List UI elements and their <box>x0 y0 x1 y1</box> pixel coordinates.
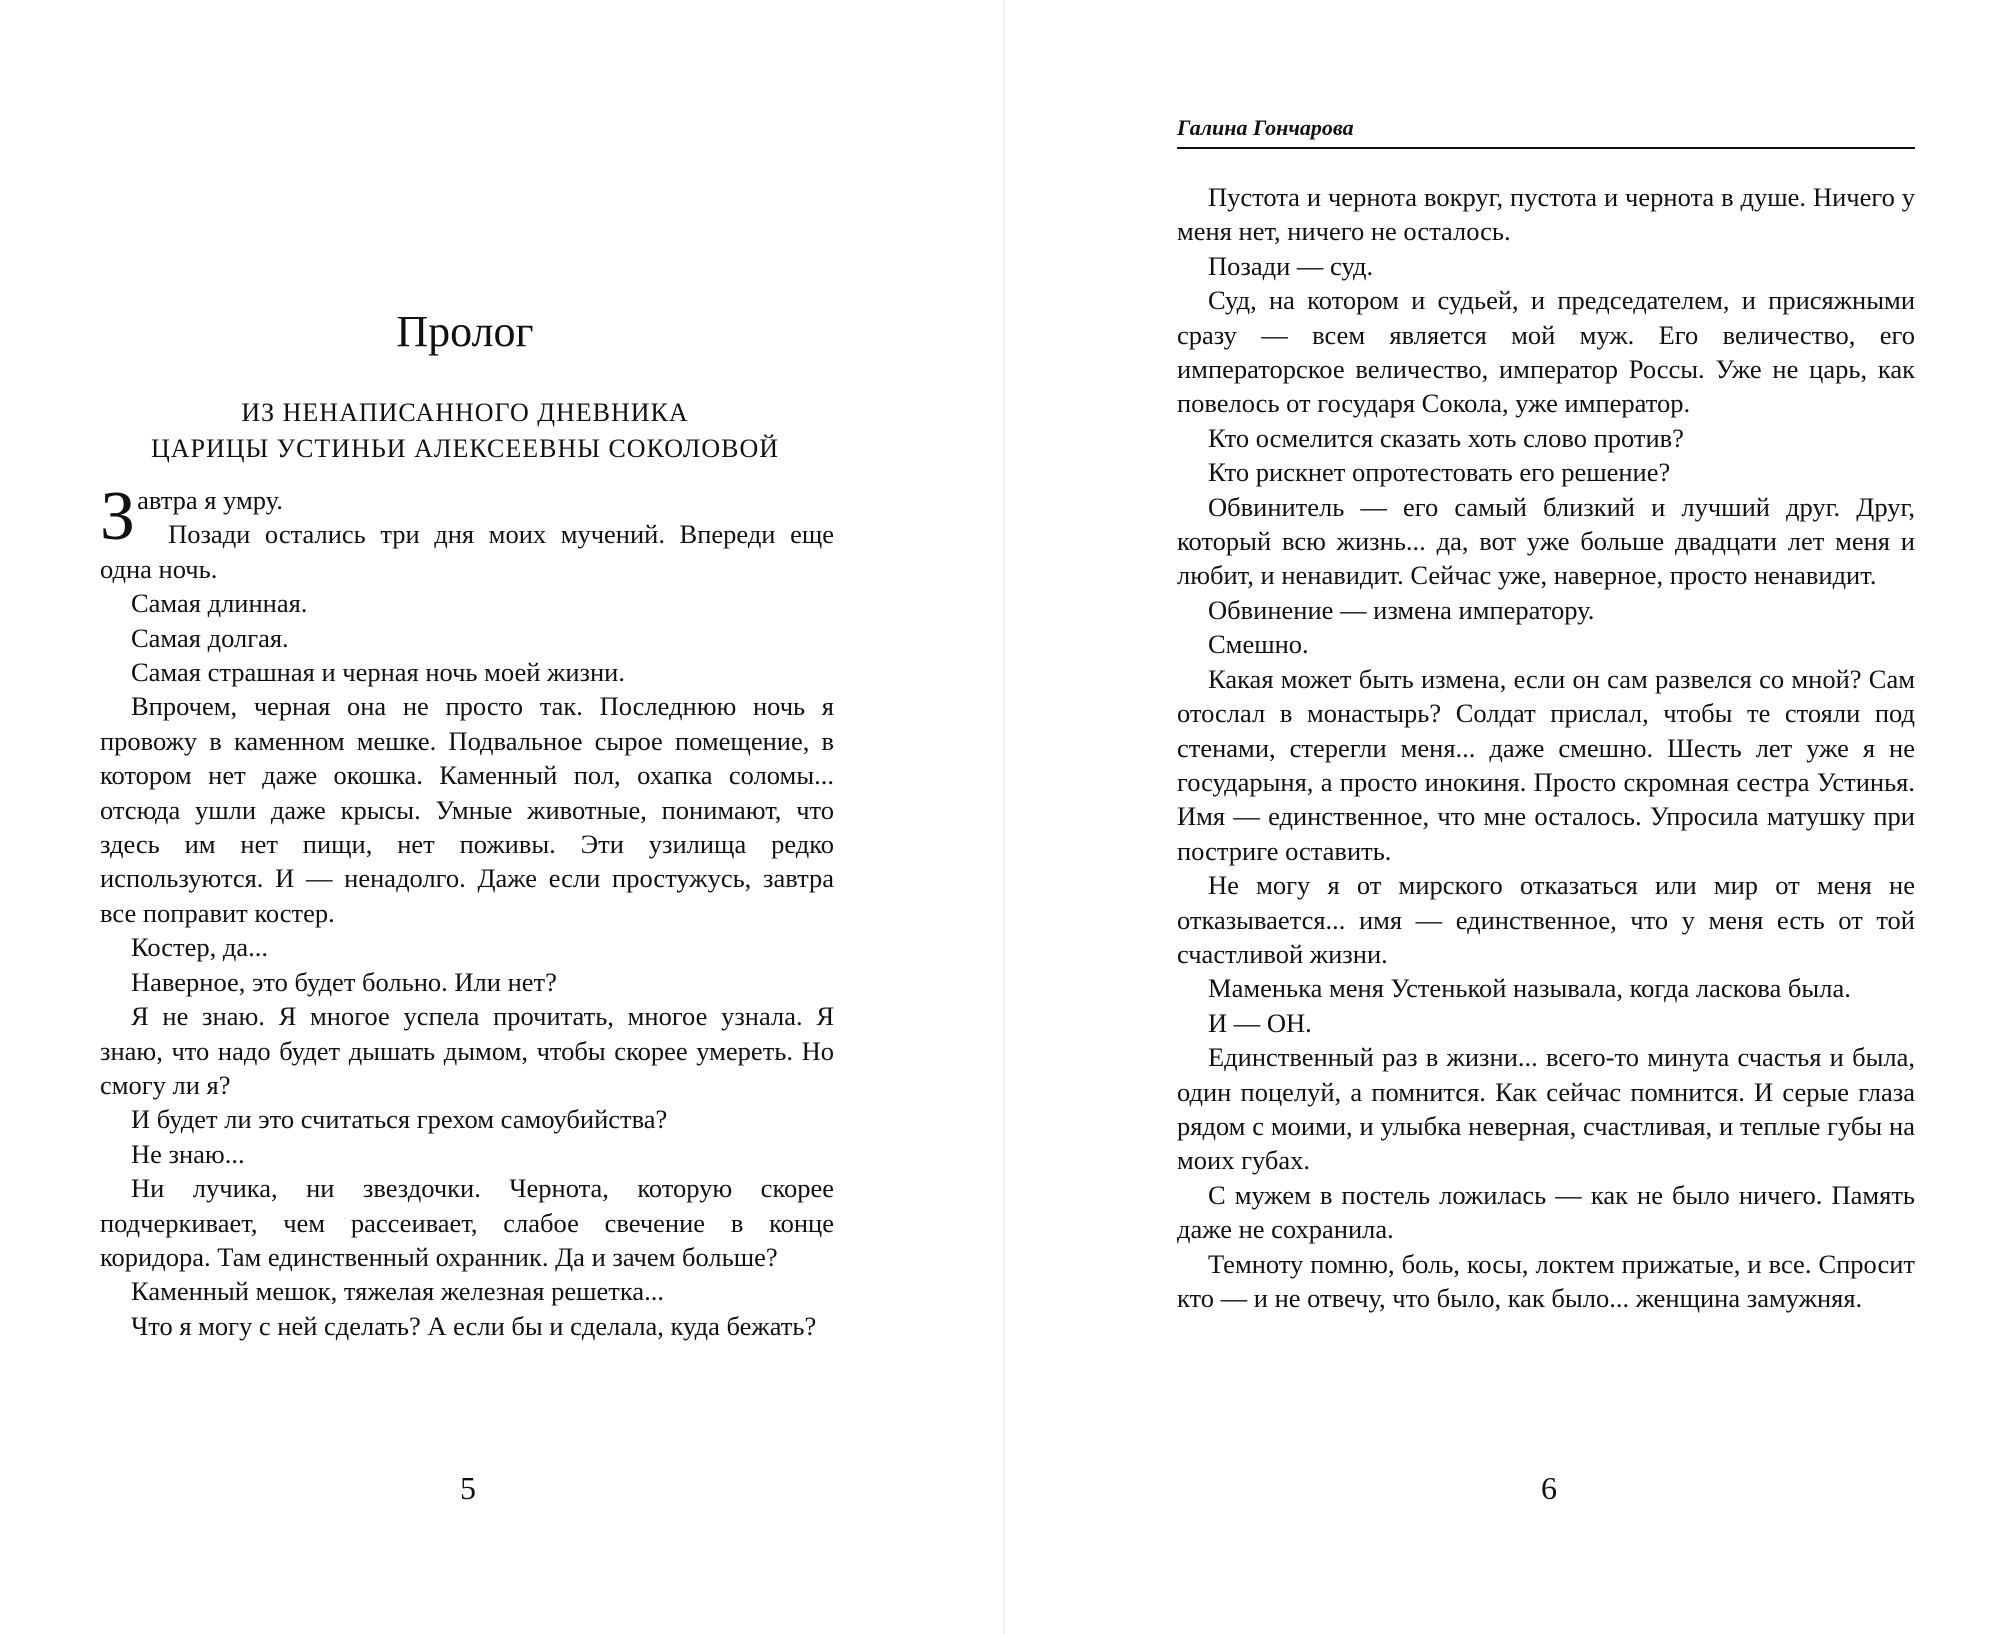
paragraph: Единственный раз в жизни... всего-то минута счастья и была, один поцелуй, а помнится. Как сейчас помнится. И серые глаза рядом с моими, и улыбка неверная, счастливая, и теплые губы на моих губах. <box>1177 1042 1915 1176</box>
chapter-title: Пролог <box>396 307 534 356</box>
paragraph: Кто рискнет опротестовать его решение? <box>1208 457 1671 488</box>
paragraph: Кто осмелится сказать хоть слово против? <box>1208 422 1684 453</box>
paragraph: Ни лучика, ни звездочки. Чернота, которую скорее подчеркивает, чем рассеивает, слабое свечение в конце коридора. Там единственный охранник. Да и зачем больше? <box>100 1173 834 1272</box>
running-head-author: Галина Гончарова <box>1177 115 1354 140</box>
paragraph: Я не знаю. Я многое успела прочитать, многое узнала. Я знаю, что надо будет дышать дымом, чтобы скорее умереть. Но смогу ли я? <box>100 1001 834 1100</box>
subtitle-line-2: ЦАРИЦЫ УСТИНЬИ АЛЕКСЕЕВНЫ СОКОЛОВОЙ <box>150 434 780 463</box>
paragraph: Темноту помню, боль, косы, локтем прижатые, и все. Спросит кто — и не отвечу, что было, как было... женщина замужняя. <box>1177 1248 1915 1313</box>
left-page-text <box>100 478 834 1343</box>
paragraph: Смешно. <box>1208 629 1309 660</box>
paragraph: Костер, да... <box>131 932 268 963</box>
first-paragraph-text: автра я умру. <box>137 485 283 515</box>
page-number-right: 6 <box>1541 1470 1557 1506</box>
page-number-left: 5 <box>460 1470 476 1506</box>
drop-cap: З <box>100 478 136 555</box>
chapter-subtitle <box>100 395 830 467</box>
paragraph: Суд, на котором и судьей, и председателем, и присяжными сразу — всем является мой муж. Его величество, его императорское величество, император Россы. Уже не царь, как повелось от государя Сокола, уже император. <box>1177 285 1915 419</box>
paragraph: И будет ли это считаться грехом самоубийства? <box>131 1104 668 1135</box>
right-page <box>1005 0 2008 1634</box>
paragraph: Не могу я от мирского отказаться или мир от меня не отказывается... имя — единственное, что у меня есть от той счастливой жизни. <box>1177 870 1915 969</box>
paragraph: Наверное, это будет больно. Или нет? <box>131 966 557 997</box>
paragraph: Позади — суд. <box>1208 250 1374 281</box>
paragraph: С мужем в постель ложилась — как не было ничего. Память даже не сохранила. <box>1177 1179 1915 1245</box>
paragraph: Какая может быть измена, если он сам развелся со мной? Сам отослал в монастырь? Солдат прислал, чтобы те стояли под стенами, стерегли меня... даже смешно. Шесть лет уже я не государыня, а просто инокиня. Просто скромная сестра Устинья. Имя — единственное, что мне осталось. Упросила матушку при постриге оставить. <box>1177 663 1915 866</box>
header-rule <box>1177 147 1915 149</box>
paragraph: Маменька меня Устенькой называла, когда ласкова была. <box>1208 973 1851 1004</box>
subtitle-line-1: ИЗ НЕНАПИСАННОГО ДНЕВНИКА <box>241 398 689 427</box>
paragraph: Впрочем, черная она не просто так. Последнюю ночь я провожу в каменном мешке. Подвальное сырое помещение, в котором нет даже окошка. Каменный пол, охапка соломы... отсюда ушли даже крысы. Умные животные, понимают, что здесь им нет пищи, нет поживы. Эти узилища редко используются. И — ненадолго. Даже если простужусь, завтра все поправит костер. <box>100 691 834 928</box>
paragraph: Пустота и чернота вокруг, пустота и чернота в душе. Ничего у меня нет, ничего не осталось. <box>1177 182 1915 247</box>
paragraph: Самая долгая. <box>131 622 289 653</box>
paragraph: Каменный мешок, тяжелая железная решетка... <box>131 1276 664 1307</box>
left-page <box>0 0 1003 1634</box>
paragraph: Позади остались три дня моих мучений. Впереди еще одна ночь. <box>100 519 834 584</box>
paragraph: Самая длинная. <box>131 588 308 619</box>
paragraph: Самая страшная и черная ночь моей жизни. <box>131 657 625 688</box>
paragraph: Обвинение — измена императору. <box>1208 594 1595 625</box>
right-page-text <box>1177 180 1915 1315</box>
paragraph: Обвинитель — его самый близкий и лучший друг. Друг, который всю жизнь... да, вот уже больше двадцати лет меня и любит, и ненавидит. Сейчас уже, наверное, просто ненавидит. <box>1177 491 1915 591</box>
paragraph: И — ОН. <box>1208 1007 1312 1038</box>
paragraph: Не знаю... <box>131 1138 245 1169</box>
paragraph: Что я могу с ней сделать? А если бы и сделала, куда бежать? <box>131 1310 817 1341</box>
